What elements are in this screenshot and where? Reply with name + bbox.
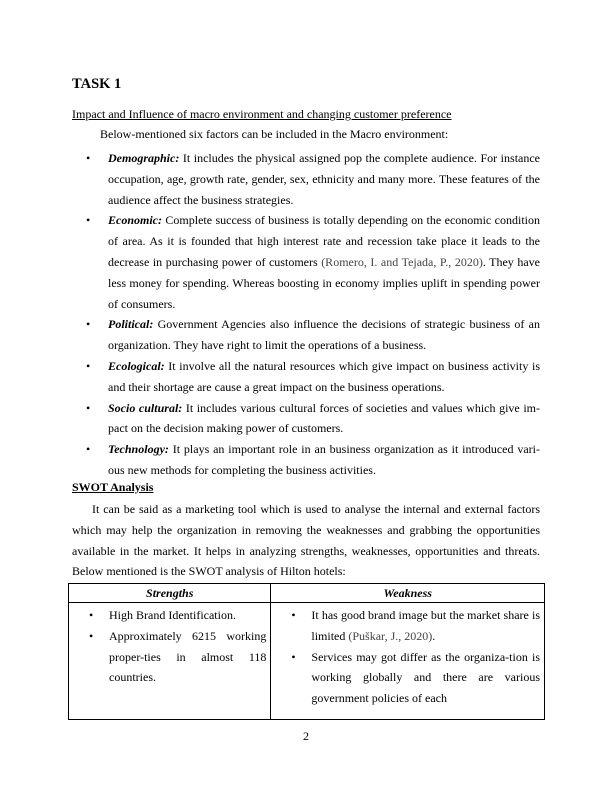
list-item (72, 439, 540, 481)
list-item: • High Brand Identification. (69, 605, 270, 626)
macro-factors-list (72, 148, 540, 481)
list-item (72, 356, 540, 398)
citation: (Puškar, J., 2020) (348, 628, 433, 643)
factor-text: It includes various cultural forces of societies and values which give im-pact on the decision making power of customers. (108, 400, 540, 436)
list-item: • Approximately 6215 working proper-ties in almost 118 countries. (69, 626, 270, 688)
factor-label: Ecological: (108, 358, 165, 373)
section-title: Impact and Influence of macro environment and changing customer preference (72, 107, 452, 121)
factor-text-after: . They have less money for spending. Whereas boosting in economy implies uplift in spending power of consumers. (108, 254, 540, 311)
factor-text: It involve all the natural resources which give impact on business activity is and their shortage are cause a great impact on the business operations. (108, 358, 540, 394)
factor-text: Complete success of business is totally depending on the economic condition of area. As it is founded that high interest rate and recession take place it leads to the decrease in purchasing power of customers (108, 213, 540, 269)
list-item: • Services may got differ as the organiza-tion is working globally and there are various government policies of each (271, 647, 544, 709)
factor-label: Socio cultural: (108, 400, 183, 415)
factor-label: Demographic: (108, 151, 180, 165)
list-item (72, 314, 540, 356)
table-header-row (69, 584, 545, 603)
factor-text: It plays an important role in an business organization as it introduced vari-ous new methods for completing the business activities. (108, 442, 540, 477)
weakness-text: It has good brand image but the market share is limited (311, 608, 540, 643)
swot-paragraph: It can be said as a marketing tool which is used to analyse the internal and external factors which may help the organization in removing the weaknesses and grabbing the opportunities available in the market. It helps in analyzing strengths, weaknesses, opportunities and threats. Below mentioned is the SWOT analysis of Hilton hotels: (72, 502, 540, 579)
factor-label: Political: (108, 317, 154, 332)
list-item (271, 605, 544, 647)
swot-title: SWOT Analysis (72, 480, 154, 494)
strengths-header: Strengths (69, 584, 271, 603)
factor-text: It includes the physical assigned pop the complete audience. For instance occupation, age, growth rate, gender, sex, ethnicity and many more. These features of the audience affect the business strategies. (108, 151, 540, 207)
factor-label: Economic: (108, 213, 162, 228)
weakness-text-after: . (432, 628, 436, 643)
strengths-list (69, 605, 270, 688)
list-item (72, 148, 540, 210)
section-intro: Below-mentioned six factors can be included in the Macro environment: (100, 127, 449, 141)
list-item (72, 398, 540, 440)
page-number: 2 (303, 729, 309, 743)
factor-label: Technology: (108, 442, 169, 457)
table-row (69, 603, 545, 720)
citation: (Romero, I. and Tejada, P., 2020) (321, 254, 483, 269)
swot-table (68, 583, 545, 720)
list-item (72, 210, 540, 314)
factor-text: Government Agencies also influence the decisions of strategic business of an organization. They have right to limit the operations of a business. (108, 317, 540, 353)
weakness-cell (271, 603, 545, 720)
weakness-list (271, 605, 544, 709)
task-heading: TASK 1 (72, 76, 122, 92)
strengths-cell (69, 603, 271, 720)
weakness-header: Weakness (271, 584, 545, 603)
